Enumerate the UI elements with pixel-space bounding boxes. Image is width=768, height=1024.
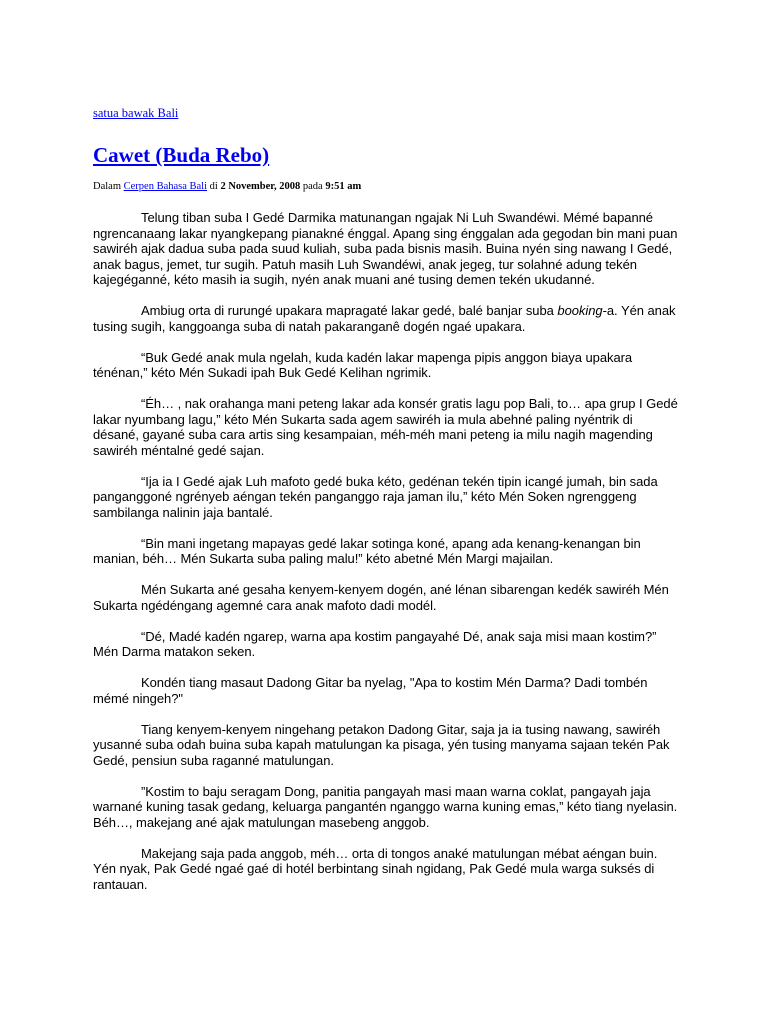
paragraph: Makejang saja pada anggob, méh… orta di tongos anaké matulungan mébat aéngan buin. Yén nyak, Pak Gedé ngaé gaé di hotél berbintang sinah ngidang, Pak Gedé mula warga suksés di rantauan. [93,845,658,892]
meta-date-prefix: di [207,181,221,192]
post-date: 2 November, 2008 [220,181,301,192]
paragraph: Kondén tiang masaut Dadong Gitar ba nyelag, "Apa to kostim Mén Darma? Dadi tombén mémé ningeh?" [93,675,648,706]
meta-time-prefix: pada [300,181,326,192]
paragraph: “Ija ia I Gedé ajak Luh mafoto gedé buka kéto, gedénan tekén tipin icangé jumah, bin sada panganggoné ngrényeb aéngan tekén panganggo raja jaman ilu,” kéto Mén Soken ngrenggeng sambilanga nalinin jaja bantalé. [93,473,658,520]
paragraph [93,303,681,334]
paragraph: “Dé, Madé kadén ngarep, warna apa kostim pangayahé Dé, anak saja misi maan kostim?” Mén Darma matakon seken. [93,628,657,659]
meta-prefix: Dalam [93,181,124,192]
paragraph-text: Ambiug orta di rurungé upakara mapragaté lakar gedé, balé banjar suba [141,303,558,318]
paragraph: Telung tiban suba I Gedé Darmika matunangan ngajak Ni Luh Swandéwi. Mémé bapanné ngrencanaang lakar nyangkepang pianakné énggal. Apang sing énggalan ada gegodan bin mani puan sawiréh ajak dadua suba pada suud kuliah, suba pada bisnis masih. Buina nyén sing nawang I Gedé, anak bagus, jemet, tur sugih. Patuh masih Luh Swandéwi, anak jegeg, tur solahné adung tekén kajegéganné, kéto masih ia sugih, nyén anak muani ané tusing demen tekén ukudanné. [93,210,678,287]
category-link[interactable]: Cerpen Bahasa Bali [123,181,208,192]
paragraph: ”Kostim to baju seragam Dong, panitia pangayah masi maan warna coklat, pangayah jaja warnané kuning tasak gedang, keluarga pangantén nganggo warna kuning emas,” kéto tiang nyelasin. Béh…, makejang ané ajak matulungan masebeng anggob. [93,783,678,830]
paragraph: “Éh… , nak orahanga mani peteng lakar ada konsér gratis lagu pop Bali, to… apa grup I Gedé lakar nyumbang lagu,” kéto Mén Sukarta sada agem sawiréh ia mula abehné paling nyéntrik di désané, gayané suba cara artis sing kesampaian, méh-méh mani peteng ia milu nagih magending sawiréh méntalné gedé sajan. [93,396,678,458]
italic-word: booking [557,303,603,318]
paragraph: “Bin mani ingetang mapayas gedé lakar sotinga koné, apang ada kenang-kenangan bin manian, béh… Mén Sukarta suba paling malu!” kéto abetné Mén Margi majailan. [93,535,641,566]
post-meta [93,180,681,194]
page-content [93,104,681,908]
paragraph: “Buk Gedé anak mula ngelah, kuda kadén lakar mapenga pipis anggon biaya upakara ténénan,” kéto Mén Sukadi ipah Buk Gedé Kelihan ngrimik. [93,349,633,380]
paragraph: Tiang kenyem-kenyem ningehang petakon Dadong Gitar, saja ja ia tusing nawang, sawiréh yusanné suba odah buina suba kapah matulungan ka pisaga, yén tusing manyama sajaan tekén Pak Gedé, pensiun suba raganné matulungan. [93,721,670,768]
breadcrumb-link[interactable]: satua bawak Bali [93,106,179,120]
article-body [93,210,681,892]
post-time: 9:51 am [325,181,362,192]
paragraph-text: -a. Yén anak tusing sugih, kanggoanga suba di natah pakaranganê dogén ngaé upakara. [93,303,676,334]
post-title[interactable]: Cawet (Buda Rebo) [93,143,270,167]
paragraph: Mén Sukarta ané gesaha kenyem-kenyem dogén, ané lénan sibarengan kedék sawiréh Mén Sukarta ngédéngang agemné cara anak mafoto dadi modél. [93,582,669,613]
